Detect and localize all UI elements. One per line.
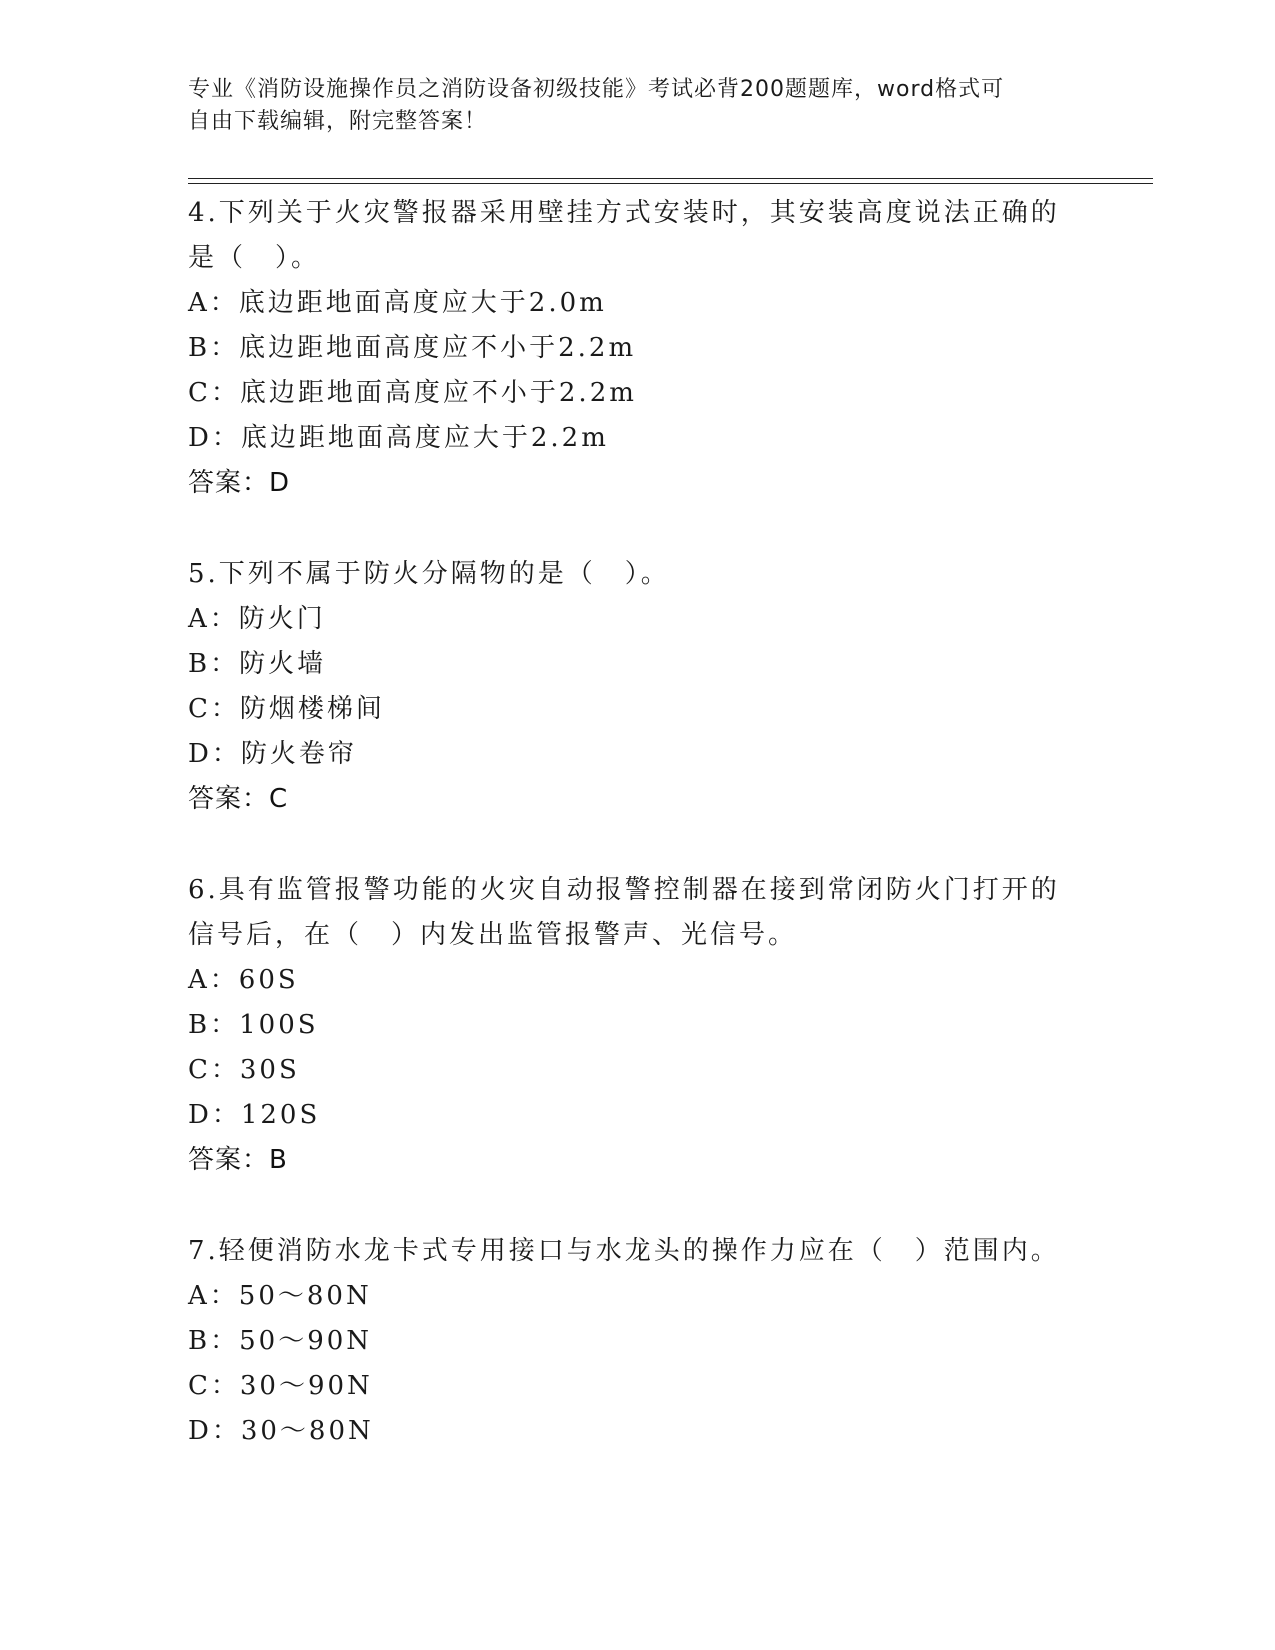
question-4 (188, 191, 1088, 506)
answer-label: 答案：C (188, 784, 289, 814)
option-a: A：底边距地面高度应大于2.0m (188, 288, 607, 318)
option-b: B：防火墙 (188, 649, 327, 679)
option-c: C：底边距地面高度应不小于2.2m (188, 378, 637, 408)
question-stem-line: 7.轻便消防水龙卡式专用接口与水龙头的操作力应在（ ）范围内。 (188, 1236, 1060, 1266)
option-b: B：底边距地面高度应不小于2.2m (188, 333, 637, 363)
question-spacer (188, 506, 1088, 552)
question-stem (188, 191, 1068, 281)
option-b: B：100S (188, 1010, 319, 1040)
option-b: B：50～90N (188, 1326, 373, 1356)
option-d: D：120S (188, 1100, 321, 1130)
question-stem (188, 1229, 1068, 1274)
question-spacer (188, 1183, 1088, 1229)
header-title-line-2: 自由下载编辑，附完整答案！ (188, 109, 488, 134)
question-5 (188, 552, 1088, 822)
question-stem-line: 4.下列关于火灾警报器采用壁挂方式安装时，其安装高度说法正确的 (188, 198, 1060, 228)
question-stem-line: 信号后，在（ ）内发出监管报警声、光信号。 (188, 920, 798, 950)
option-c: C：30～90N (188, 1371, 373, 1401)
answer-label: 答案：B (188, 1145, 288, 1175)
question-stem (188, 868, 1068, 958)
header-divider-bottom (188, 183, 1153, 184)
option-a: A：60S (188, 965, 299, 995)
option-d: D：底边距地面高度应大于2.2m (188, 423, 609, 453)
question-6 (188, 868, 1088, 1183)
option-a: A：50～80N (188, 1281, 372, 1311)
question-7 (188, 1229, 1088, 1454)
answer-label: 答案：D (188, 468, 291, 498)
question-spacer (188, 822, 1088, 868)
question-list (188, 191, 1088, 1454)
option-d: D：30～80N (188, 1416, 374, 1446)
header-divider-top (188, 178, 1153, 179)
question-stem-line: 是（ ）。 (188, 243, 321, 273)
option-d: D：防火卷帘 (188, 739, 357, 769)
option-a: A：防火门 (188, 604, 326, 634)
question-stem-line: 6.具有监管报警功能的火灾自动报警控制器在接到常闭防火门打开的 (188, 875, 1060, 905)
header-title-line-1: 专业《消防设施操作员之消防设备初级技能》考试必背200题题库，word格式可 (188, 77, 1005, 102)
question-stem-line: 5.下列不属于防火分隔物的是（ ）。 (188, 559, 670, 589)
option-c: C：防烟楼梯间 (188, 694, 385, 724)
document-header (188, 74, 1068, 138)
question-stem (188, 552, 1068, 597)
option-c: C：30S (188, 1055, 300, 1085)
